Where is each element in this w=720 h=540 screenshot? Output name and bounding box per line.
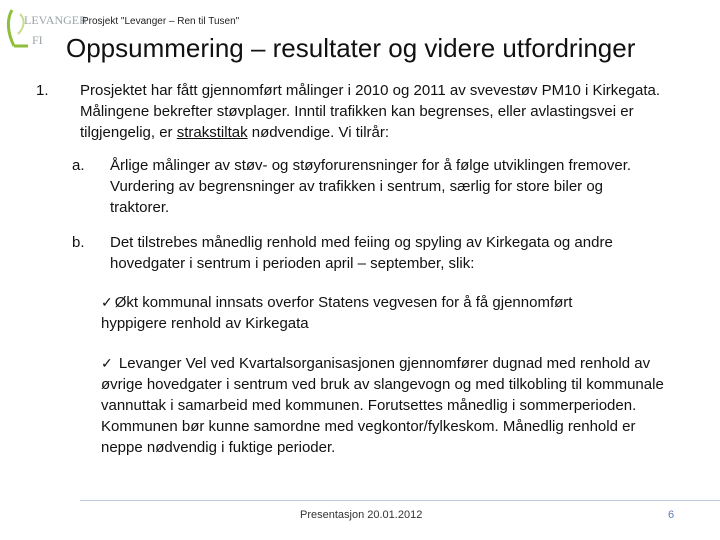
check-item xyxy=(101,292,641,334)
page-number: 6 xyxy=(668,509,675,521)
item-1-text xyxy=(80,80,670,143)
item-b-label: b. xyxy=(72,234,85,251)
check-item xyxy=(101,353,671,458)
item-1-text-before: Prosjektet har fått gjennomført målinger i 2010 og 2011 av svevestøv PM10 i Kirkegata. Målingene bekrefter støvplager. Inntil trafikken kan begrenses, eller avlastingsvei er tilgjengelig, er xyxy=(80,82,661,141)
footer-presentation-date: Presentasjon 20.01.2012 xyxy=(300,509,423,521)
check-icon: ✓ xyxy=(101,294,113,310)
logo-sub-text: FI xyxy=(32,33,43,47)
logo-graphic xyxy=(2,6,88,50)
item-1-text-after: nødvendige. Vi tilrår: xyxy=(247,124,390,141)
item-b-text: Det tilstrebes månedlig renhold med feiing og spyling av Kirkegata og andre hovedgater i sentrum i perioden april – september, slik: xyxy=(110,234,613,272)
item-1-number: 1. xyxy=(36,82,49,99)
page-title: Oppsummering – resultater og videre utfordringer xyxy=(66,33,636,63)
levanger-logo xyxy=(2,6,88,50)
check-item-text: Økt kommunal innsats overfor Statens vegvesen for å få gjennomført hyppigere renhold av Kirkegata xyxy=(101,294,573,332)
item-a-text: Årlige målinger av støv- og støyforurensninger for å følge utviklingen fremover. Vurdering av begrensninger av trafikken i sentrum, særlig for store biler og traktorer. xyxy=(110,157,632,216)
check-icon: ✓ xyxy=(101,355,113,371)
item-a-label: a. xyxy=(72,157,85,174)
logo-text: LEVANGER xyxy=(24,13,88,27)
footer-divider xyxy=(80,500,720,501)
item-1-underlined: strakstiltak xyxy=(176,124,248,141)
check-item-text: Levanger Vel ved Kvartalsorganisasjonen gjennomfører dugnad med renhold av øvrige hovedgater i sentrum ved bruk av slangevogn og med tilkobling til kommunale vannuttak i samarbeid med kommunen. Forutsettes månedlig i sommerperioden. Kommunen bør kunne samordne med vegkontor/fylkeskom. Månedlig renhold er neppe nødvendig i fuktige perioder. xyxy=(101,355,664,456)
project-tag: Prosjekt "Levanger – Ren til Tusen" xyxy=(82,16,240,27)
